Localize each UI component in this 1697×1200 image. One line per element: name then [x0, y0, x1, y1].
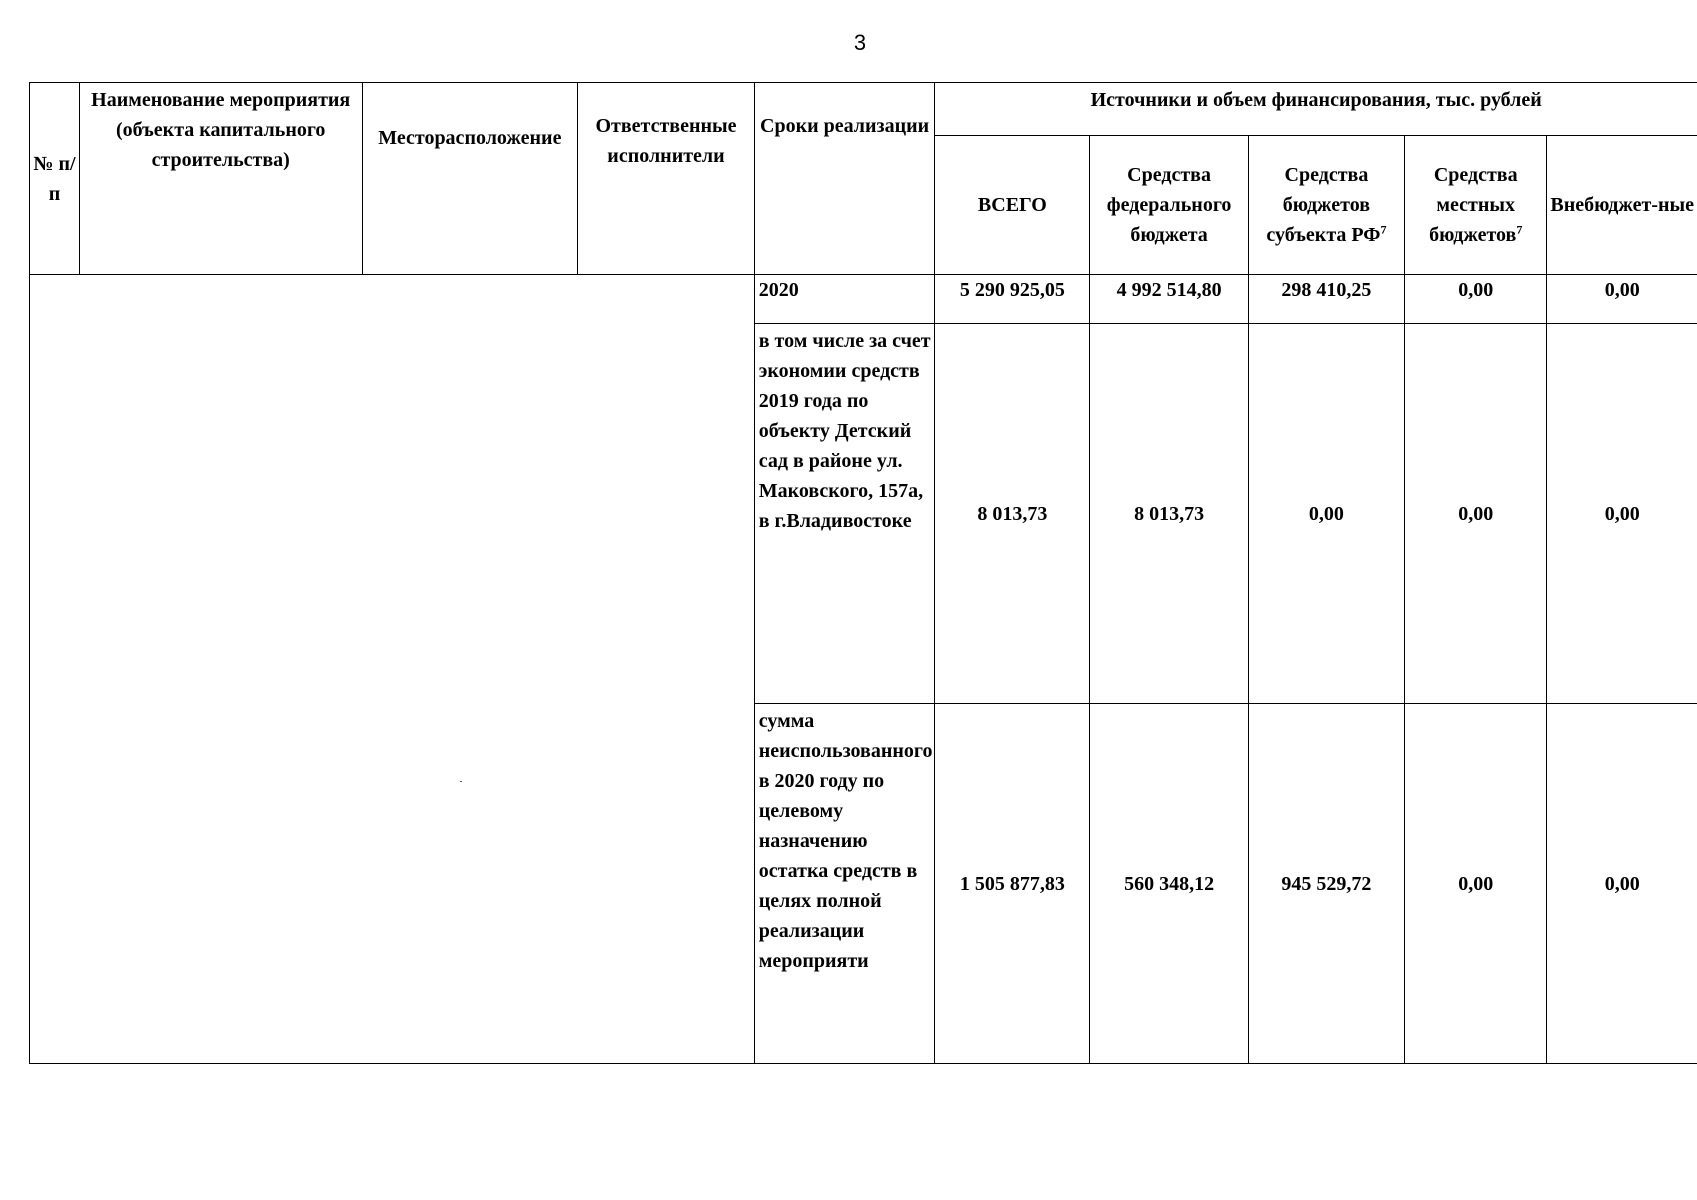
row-local: 0,00	[1404, 275, 1547, 324]
row-total: 8 013,73	[935, 324, 1090, 704]
header-local-label: Средства местных бюджетов	[1429, 164, 1518, 246]
header-extra: Внебюджет-ные	[1547, 136, 1697, 275]
merged-blank-cell	[30, 275, 755, 1064]
header-regional-footnote: 7	[1380, 222, 1387, 237]
row-total: 5 290 925,05	[935, 275, 1090, 324]
header-regional-label: Средства бюджетов субъекта РФ	[1266, 164, 1381, 246]
row-local: 0,00	[1404, 704, 1547, 1064]
scan-speck	[460, 781, 462, 782]
row-local: 0,00	[1404, 324, 1547, 704]
row-period: 2020	[754, 275, 935, 324]
header-local-footnote: 7	[1516, 222, 1523, 237]
row-extra: 0,00	[1547, 324, 1697, 704]
header-row-1	[30, 83, 1697, 136]
row-federal: 560 348,12	[1090, 704, 1249, 1064]
row-regional: 298 410,25	[1248, 275, 1404, 324]
header-location: Месторасположение	[362, 83, 578, 275]
row-federal: 8 013,73	[1090, 324, 1249, 704]
row-regional: 945 529,72	[1248, 704, 1404, 1064]
page-number: 3	[853, 30, 867, 55]
header-financing-group: Источники и объем финансирования, тыс. рублей	[935, 83, 1697, 136]
row-total: 1 505 877,83	[935, 704, 1090, 1064]
header-federal: Средства федерального бюджета	[1090, 136, 1249, 275]
header-responsible: Ответственные исполнители	[578, 83, 755, 275]
financing-table	[29, 82, 1697, 1064]
header-name: Наименование мероприятия (объекта капитального строительства)	[79, 83, 362, 275]
header-period: Сроки реализации	[754, 83, 935, 275]
row-extra: 0,00	[1547, 275, 1697, 324]
header-no: № п/п	[30, 83, 80, 275]
row-period: в том числе за счет экономии средств 2019 года по объекту Детский сад в районе ул. Маковского, 157а, в г.Владивостоке	[754, 324, 935, 704]
row-period: сумма неиспользованного в 2020 году по целевому назначению остатка средств в целях полной реализации мероприяти	[754, 704, 935, 1064]
header-regional	[1248, 136, 1404, 275]
header-total: ВСЕГО	[935, 136, 1090, 275]
row-regional: 0,00	[1248, 324, 1404, 704]
row-extra: 0,00	[1547, 704, 1697, 1064]
row-federal: 4 992 514,80	[1090, 275, 1249, 324]
table-row	[30, 275, 1697, 324]
header-local	[1404, 136, 1547, 275]
